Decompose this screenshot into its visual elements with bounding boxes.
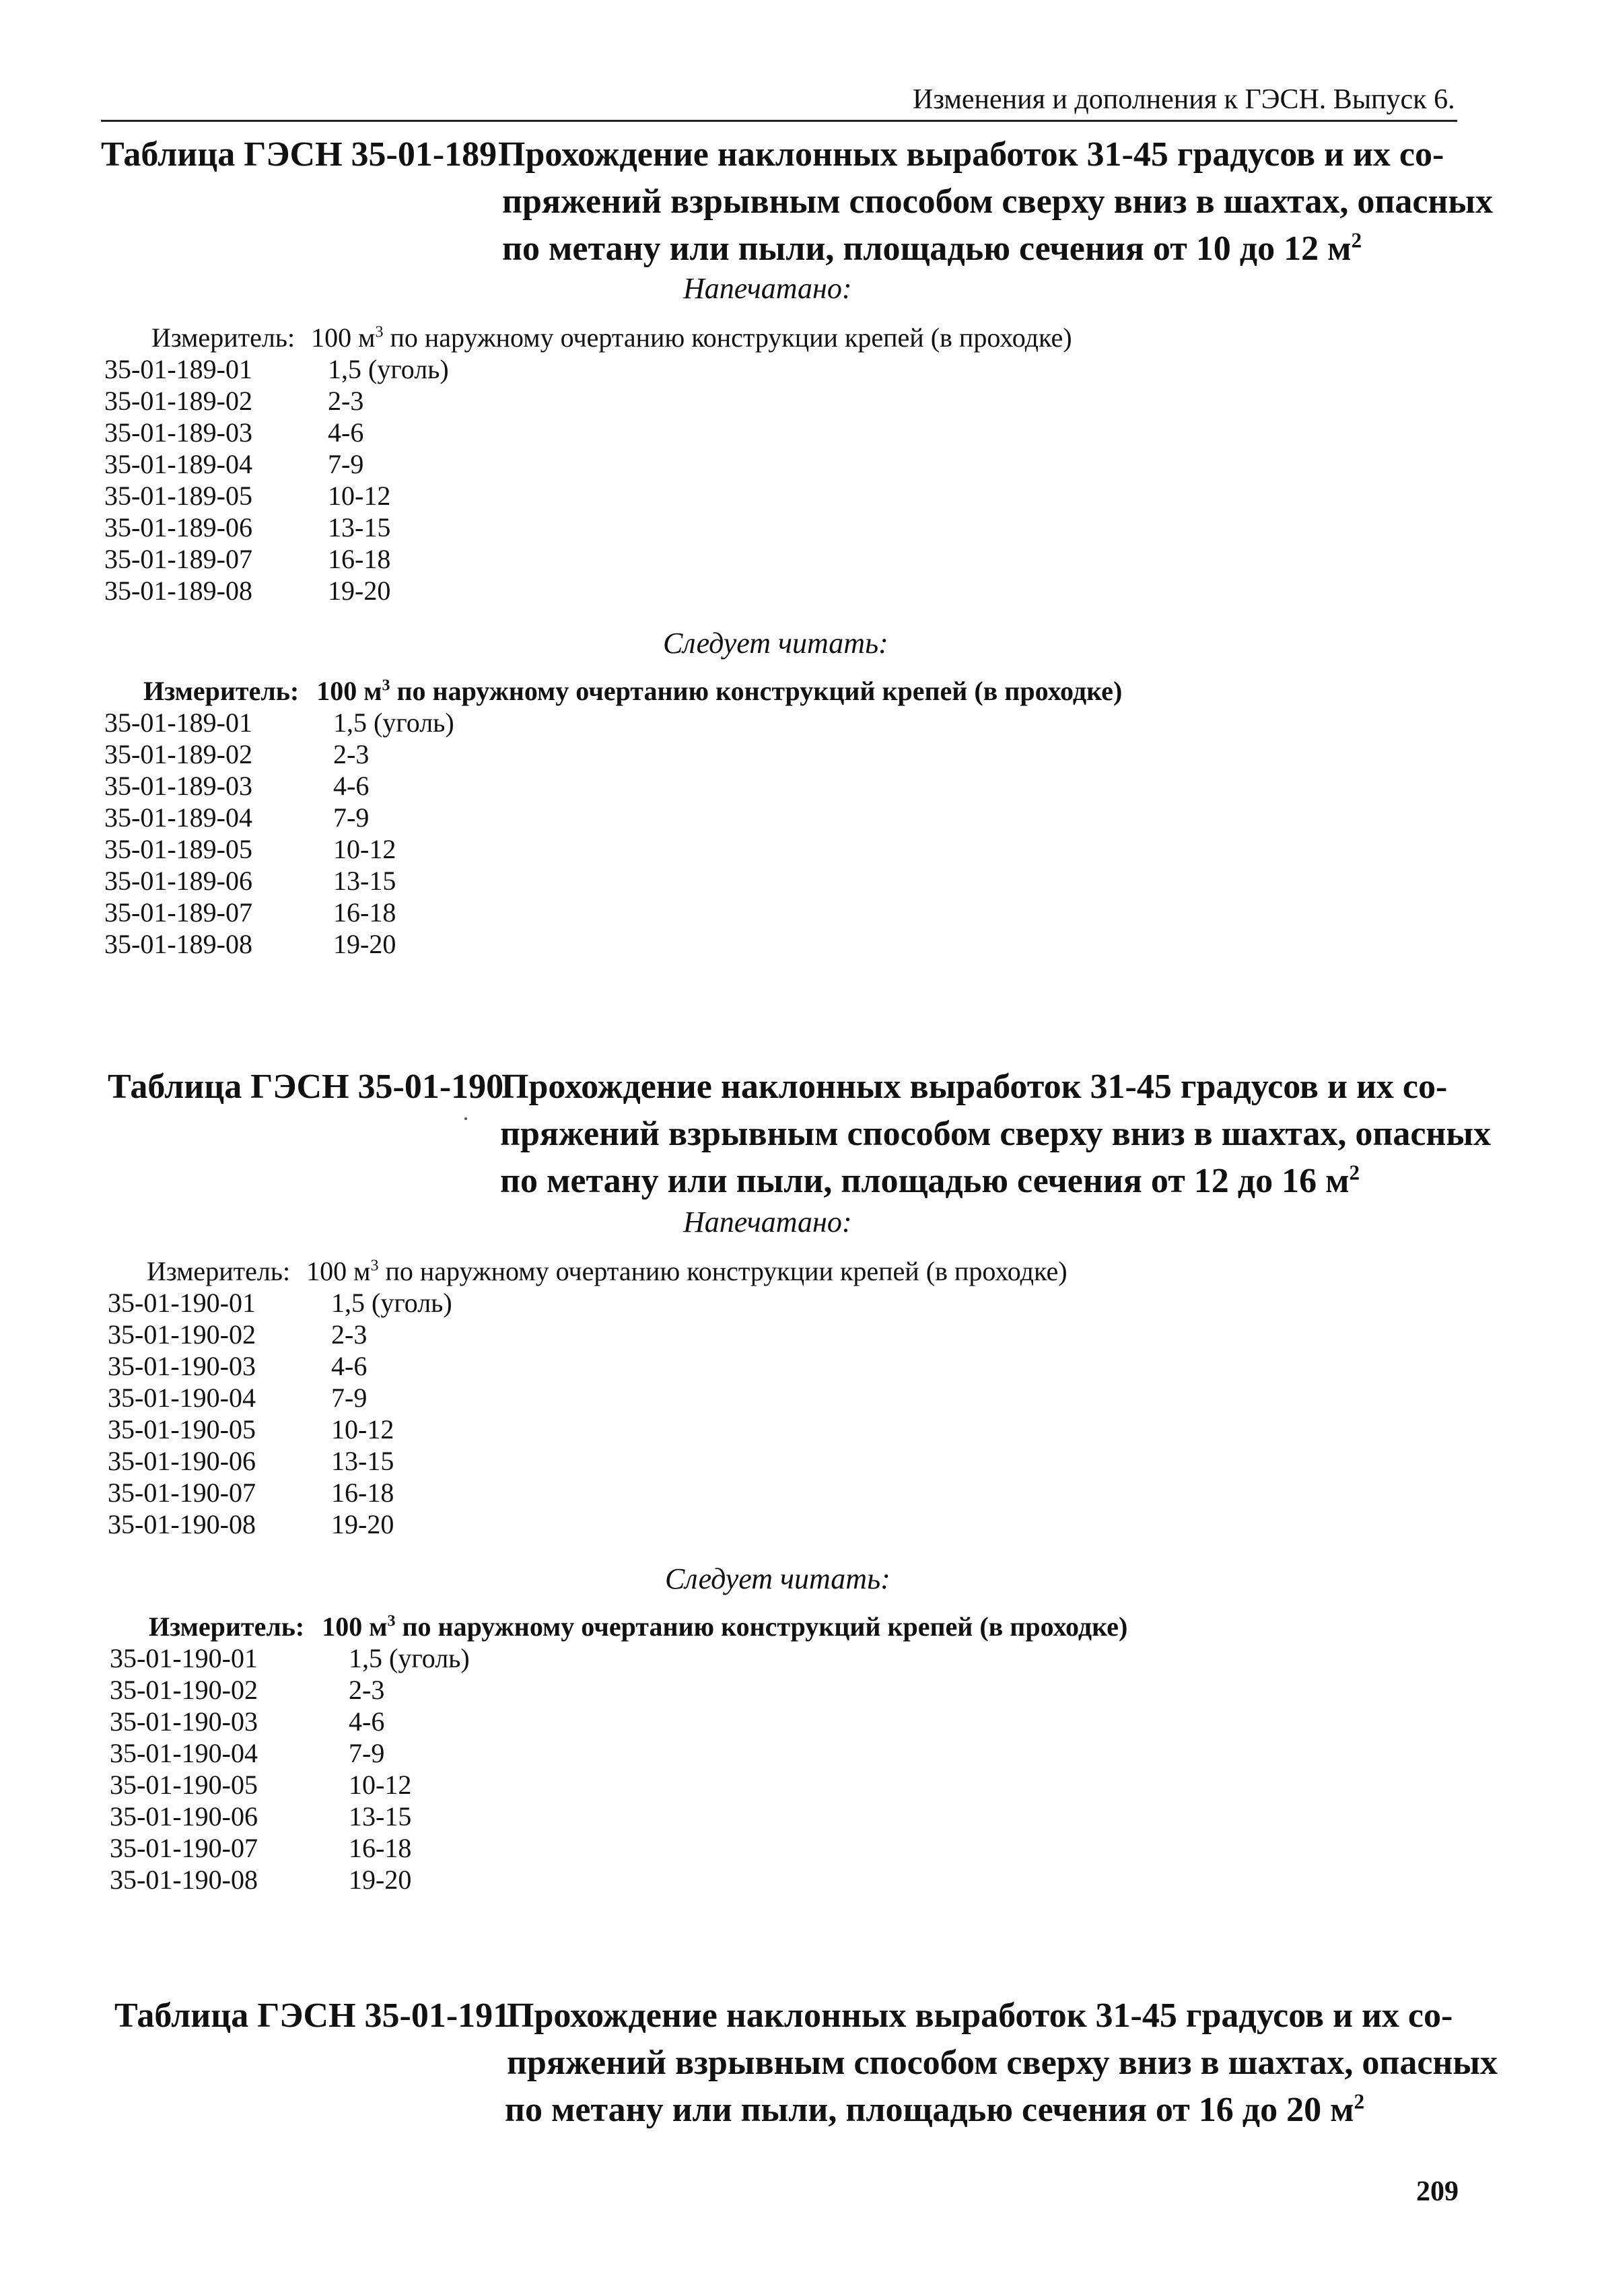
table-row: 35-01-189-06 13-15 [104,866,396,896]
rows [110,1642,1127,1895]
measure-row [108,1255,1068,1287]
rows [104,707,1122,960]
should-read-label: Следует читать: [663,627,888,660]
running-header: Изменения и дополнения к ГЭСН. Выпуск 6. [913,84,1455,115]
printed-block-189 [104,322,1072,606]
table-title-189 [101,131,1493,273]
table-row: 35-01-190-08 19-20 [110,1865,412,1895]
measure-row [110,1611,1127,1642]
title-superscript: 2 [1354,2089,1365,2114]
table-row: 35-01-189-03 4-6 [104,771,370,801]
table-code: Таблица ГЭСН 35-01-191 [114,1996,511,2035]
table-row: 35-01-189-06 13-15 [104,512,391,543]
measure-label: Измеритель: [149,1611,305,1642]
table-row: 35-01-190-03 4-6 [110,1706,385,1737]
should-read-block-189 [104,675,1122,960]
table-row: 35-01-190-02 2-3 [108,1319,368,1350]
table-row: 35-01-190-01 1,5 (уголь) [110,1643,470,1673]
measure-value: 100 $м^3$ по наружному очертанию конструкции крепей (в проходке) [311,322,1072,353]
printed-label: Напечатано: [683,272,852,305]
rows [104,353,1072,606]
header-rule [101,120,1457,122]
table-row: 35-01-189-03 4-6 [104,417,364,448]
table-row: 35-01-189-05 10-12 [104,834,396,864]
table-title-191 [114,1992,1498,2134]
table-row: 35-01-190-05 10-12 [110,1770,412,1800]
table-row: 35-01-190-07 16-18 [108,1477,394,1508]
table-row: 35-01-190-04 7-9 [108,1383,368,1413]
title-line: по метану или пыли, площадью сечения от 16 до 20 м [505,2091,1354,2129]
table-row: 35-01-190-01 1,5 (уголь) [108,1288,452,1318]
table-row: 35-01-190-05 10-12 [108,1414,394,1445]
table-row: 35-01-189-02 2-3 [104,739,370,769]
should-read-label: Следует читать: [665,1562,890,1595]
measure-value: 100 $м^3$ по наружному очертанию конструкций крепей (в проходке) [322,1611,1128,1642]
title-line: пряжений взрывным способом сверху вниз в шахтах, опасных [502,182,1493,221]
title-line: по метану или пыли, площадью сечения от 10 до 12 м [502,230,1352,268]
table-title-190 [108,1064,1491,1205]
table-row: 35-01-189-01 1,5 (уголь) [104,707,454,738]
table-row: 35-01-189-05 10-12 [104,481,391,511]
measure-row [104,322,1072,353]
table-row: 35-01-189-08 19-20 [104,576,391,606]
table-row: 35-01-189-08 19-20 [104,929,396,959]
title-line: Прохождение наклонных выработок 31-45 градусов и их со- [498,135,1444,174]
measure-value: 100 $м^3$ по наружному очертанию конструкций крепей (в проходке) [316,676,1123,706]
table-row: 35-01-189-07 16-18 [104,544,391,574]
table-row: 35-01-190-03 4-6 [108,1351,368,1381]
measure-label: Измеритель: [143,676,300,706]
measure-label: Измеритель: [147,1256,291,1286]
title-line: Прохождение наклонных выработок 31-45 градусов и их со- [501,1068,1448,1106]
table-row: 35-01-190-02 2-3 [110,1675,385,1705]
table-row: 35-01-190-04 7-9 [110,1738,385,1768]
measure-value: 100 $м^3$ по наружному очертанию конструкции крепей (в проходке) [306,1256,1068,1286]
table-row: 35-01-189-01 1,5 (уголь) [104,354,449,384]
rows [108,1287,1068,1540]
table-row: 35-01-189-04 7-9 [104,802,370,833]
title-line: пряжений взрывным способом сверху вниз в шахтах, опасных [507,2044,1498,2082]
table-row: 35-01-190-06 13-15 [108,1446,394,1476]
title-line: пряжений взрывным способом сверху вниз в шахтах, опасных [500,1115,1491,1153]
measure-row [104,675,1122,707]
table-row: 35-01-190-07 16-18 [110,1833,412,1863]
table-row: 35-01-190-08 19-20 [108,1509,394,1539]
printed-label: Напечатано: [683,1206,852,1239]
table-code: Таблица ГЭСН 35-01-190 [108,1068,504,1106]
table-row: 35-01-189-07 16-18 [104,897,396,928]
should-read-block-190 [110,1611,1127,1895]
scan-speck [464,1117,467,1120]
table-row: 35-01-190-06 13-15 [110,1801,412,1832]
title-line: Прохождение наклонных выработок 31-45 градусов и их со- [507,1996,1453,2035]
title-line: по метану или пыли, площадью сечения от 12 до 16 м [500,1162,1350,1200]
printed-block-190 [108,1255,1068,1540]
title-superscript: 2 [1349,1160,1360,1185]
table-code: Таблица ГЭСН 35-01-189 [101,135,497,174]
title-superscript: 2 [1351,228,1362,252]
table-row: 35-01-189-02 2-3 [104,386,364,416]
page-number: 209 [1416,2176,1459,2207]
measure-label: Измеритель: [151,322,295,353]
table-row: 35-01-189-04 7-9 [104,449,364,479]
